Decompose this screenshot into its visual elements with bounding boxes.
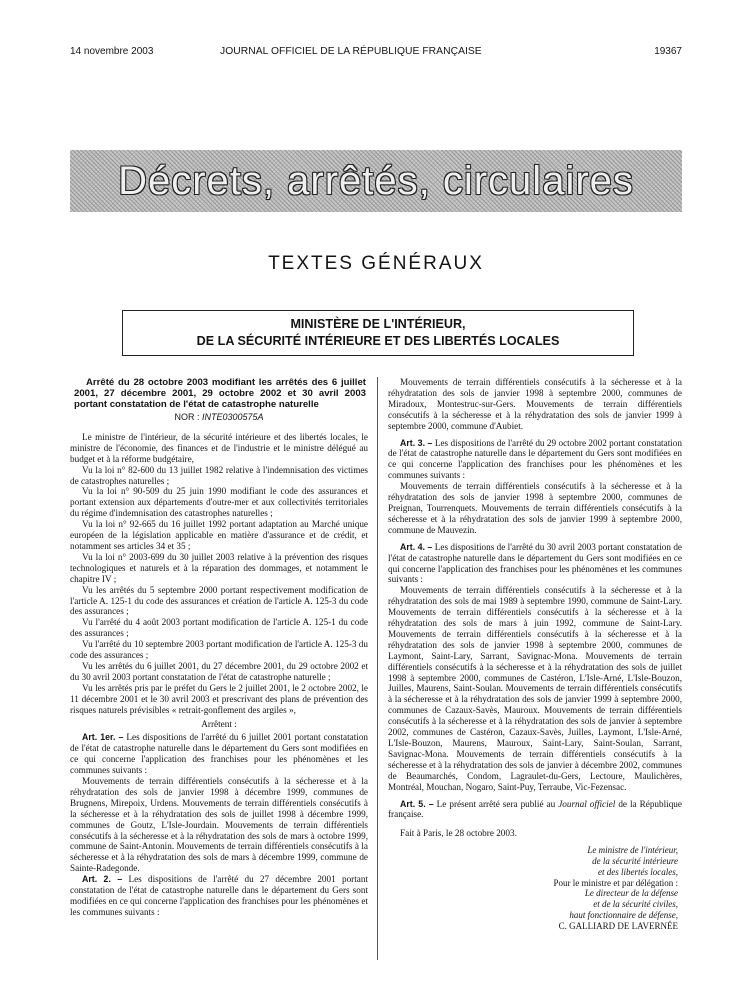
issue-date: 14 novembre 2003 (70, 46, 154, 57)
article-5-text-after: de la République française. (388, 798, 682, 820)
ministry-line-2: DE LA SÉCURITÉ INTÉRIEURE ET DES LIBERTÉS LOCALES (196, 334, 560, 348)
article-4 (388, 542, 682, 586)
article-5-label: Art. 5. – (400, 798, 434, 809)
preamble-paragraph: Le ministre de l'intérieur, de la sécurité intérieure et des libertés locales, le ministre de l'économie, des finances et de l'industrie et le ministre délégué au budget et à la réforme budgétaire, (70, 431, 368, 464)
visa-paragraph: Vu les arrêtés du 5 septembre 2000 portant respectivement modification de l'article A. 125-1 du code des assurances et création de l'article A. 125-3 du code des assurances ; (70, 584, 368, 617)
section-title: TEXTES GÉNÉRAUX (268, 253, 484, 274)
signature-line: Le directeur de la défense (584, 888, 678, 899)
article-4-label: Art. 4. – (400, 541, 433, 552)
signature-line: Pour le ministre et par délégation : (553, 877, 678, 888)
article-2-label: Art. 2. – (82, 874, 123, 885)
right-column (388, 377, 682, 932)
visa-paragraph: Vu la loi n° 90-509 du 25 juin 1990 modifiant le code des assurances et portant extension aux départements d'outre-mer et aux collectivités territoriales du régime d'indemnisation des catastrophes naturelles ; (70, 486, 368, 519)
article-3-text: Les dispositions de l'arrêté du 29 octobre 2002 portant constatation de l'état de catastrophe naturelle dans le département du Gers sont modifiées en ce qui concerne l'application des franchises pour les phénomènes et les communes suivants : (388, 437, 682, 481)
signature-date: Fait à Paris, le 28 octobre 2003. (400, 828, 517, 839)
column-divider (377, 377, 378, 960)
article-5-journal-name: Journal officiel (558, 798, 616, 809)
visa-paragraph: Vu la loi n° 82-600 du 13 juillet 1982 relative à l'indemnisation des victimes de catastrophes naturelles ; (70, 464, 368, 486)
signature-line: et des libertés locales, (598, 866, 678, 877)
article-3 (388, 438, 682, 482)
signature-line: Le ministre de l'intérieur, (587, 845, 678, 856)
signature-line: et de la sécurité civiles, (593, 899, 678, 910)
journal-title: JOURNAL OFFICIEL DE LA RÉPUBLIQUE FRANÇAISE (220, 46, 482, 57)
article-5 (388, 799, 682, 821)
article-1-detail: Mouvements de terrain différentiels consécutifs à la sécheresse et à la réhydratation des sols de janvier 1998 à décembre 1999, communes de Brugnens, Mirepoix, Urdens. Mouvements de terrain différentiels consécutifs à la sécheresse et à la réhydratation des sols de juillet 1998 à décembre 1999, communes de Goutz, L'Isle-Jourdain. Mouvements de terrain différentiels consécutifs à la sécheresse et à la réhydratation des sols de mars à octobre 1999, commune de Saint-Antonin. Mouvements de terrain différentiels consécutifs à la sécheresse et à la réhydratation des sols de mars à décembre 1999, commune de Sainte-Radegonde. (70, 776, 368, 874)
section-banner (70, 150, 682, 212)
signatory-name: C. GALLIARD DE LAVERNÉE (558, 920, 678, 931)
article-2 (70, 874, 368, 918)
nor-reference (70, 412, 368, 423)
nor-code: INTE0300575A (201, 412, 264, 422)
article-1 (70, 732, 368, 776)
ministry-heading (122, 310, 634, 356)
article-1-text: Les dispositions de l'arrêté du 6 juillet 2001 portant constatation de l'état de catastrophe naturelle dans le département du Gers sont modifiées en ce qui concerne l'application des franchises pour les phénomènes et les communes suivants : (70, 732, 369, 776)
signature-line: haut fonctionnaire de défense, (569, 910, 678, 921)
nor-label: NOR : (174, 412, 200, 422)
article-4-text: Les dispositions de l'arrêté du 30 avril 2003 portant constatation de l'état de catastrophe naturelle dans le département du Gers sont modifiées en ce qui concerne l'application des franchises pour les phénomènes et les communes suivants : (388, 541, 682, 585)
article-2-text: Les dispositions de l'arrêté du 27 décembre 2001 portant constatation de l'état de catastrophe naturelle dans le département du Gers sont modifiées en ce qui concerne l'application des franchises pour les phénomènes et les communes suivants : (70, 874, 368, 917)
decree-title: Arrêté du 28 octobre 2003 modifiant les arrêtés des 6 juillet 2001, 27 décembre 2001, 29 octobre 2002 et 30 avril 2003 portant constatation de l'état de catastrophe naturelle (74, 377, 366, 410)
page-header (70, 46, 682, 62)
ministry-line-1: MINISTÈRE DE L'INTÉRIEUR, (290, 317, 466, 331)
visa-paragraph: Vu la loi n° 2003-699 du 30 juillet 2003 relative à la prévention des risques technologiques et naturels et à la réparation des dommages, et notamment le chapitre IV ; (70, 551, 368, 584)
signature-block (388, 845, 682, 931)
visa-paragraph: Vu les arrêtés du 6 juillet 2001, du 27 décembre 2001, du 29 octobre 2002 et du 30 avril 2003 portant constatation de l'état de catastrophe naturelle ; (70, 660, 368, 682)
visa-paragraph: Vu l'arrêté du 10 septembre 2003 portant modification de l'article A. 125-3 du code des assurances ; (70, 639, 368, 661)
page-number: 19367 (654, 46, 682, 57)
signature-line: de la sécurité intérieure (592, 856, 678, 867)
banner-title: Décrets, arrêtés, circulaires (118, 158, 634, 203)
visa-paragraph: Vu l'arrêté du 4 août 2003 portant modification de l'article A. 125-1 du code des assurances ; (70, 617, 368, 639)
left-column (70, 377, 368, 918)
article-4-detail: Mouvements de terrain différentiels consécutifs à la sécheresse et à la réhydratation des sols de mai 1989 à septembre 1990, commune de Saint-Lary. Mouvements de terrain différentiels consécutifs à la sécheresse et à la réhydratation des sols de mars à juin 1992, commune de Saint-Lary. Mouvements de terrain différentiels consécutifs à la sécheresse et à la réhydratation des sols de janvier 1998 à septembre 2000, communes de Laymont, Saint-Lary, Sarrant, Savignac-Mona. Mouvements de terrain différentiels consécutifs à la sécheresse et à la réhydratation des sols de juillet 1998 à septembre 2000, communes de Castéron, L'Isle-Arné, L'Isle-Bouzon, Juilles, Maurens, Saint-Soulan. Mouvements de terrain différentiels consécutifs à la sécheresse et à la réhydratation des sols de janvier 1999 à septembre 2000, communes de Cazaux-Savès, Mauroux. Mouvements de terrain différentiels consécutifs à la sécheresse et à la réhydratation des sols de janvier à septembre 2002, communes de Castéron, Cazaux-Savès, Juilles, Laymont, L'Isle-Arné, L'Isle-Bouzon, Maurens, Mauroux, Saint-Lary, Saint-Soulan, Sarrant, Savignac-Mona. Mouvements de terrain différentiels consécutifs à la sécheresse et à la réhydratation des sols de janvier à décembre 2002, communes de Beaumarchés, Condom, Lagraulet-du-Gers, Lectoure, Maulichères, Montréal, Mouchan, Nogaro, Saint-Puy, Terraube, Vic-Fezensac. (388, 585, 682, 792)
article-1-label: Art. 1er. – (82, 732, 124, 743)
article-2-detail: Mouvements de terrain différentiels consécutifs à la sécheresse et à la réhydratation des sols de janvier 1998 à septembre 2000, communes de Miradoux, Montestruc-sur-Gers. Mouvements de terrain différentiels consécutifs à la sécheresse et à la réhydratation des sols de janvier 1999 à septembre 2000, commune d'Aubiet. (388, 377, 682, 431)
article-3-detail: Mouvements de terrain différentiels consécutifs à la sécheresse et à la réhydratation des sols de janvier 1998 à septembre 2000, communes de Preignan, Tourrenquets. Mouvements de terrain différentiels consécutifs à la sécheresse et à la réhydratation des sols de janvier 1999 à septembre 2000, commune de Mauvezin. (388, 481, 682, 535)
visa-paragraph: Vu la loi n° 92-665 du 16 juillet 1992 portant adaptation au Marché unique européen de la législation applicable en matière d'assurance et de crédit, et notamment ses articles 34 et 35 ; (70, 519, 368, 551)
article-3-label: Art. 3. – (400, 437, 433, 448)
article-5-text-before: Le présent arrêté sera publié au (436, 798, 556, 809)
visa-paragraph: Vu les arrêtés pris par le préfet du Gers le 2 juillet 2001, le 2 octobre 2002, le 11 décembre 2001 et le 30 avril 2003 et prescrivant des plans de prévention des risques naturels prévisibles « retrait-gonflement des argiles », (70, 682, 368, 715)
arretent-label: Arrêtent : (201, 719, 237, 730)
